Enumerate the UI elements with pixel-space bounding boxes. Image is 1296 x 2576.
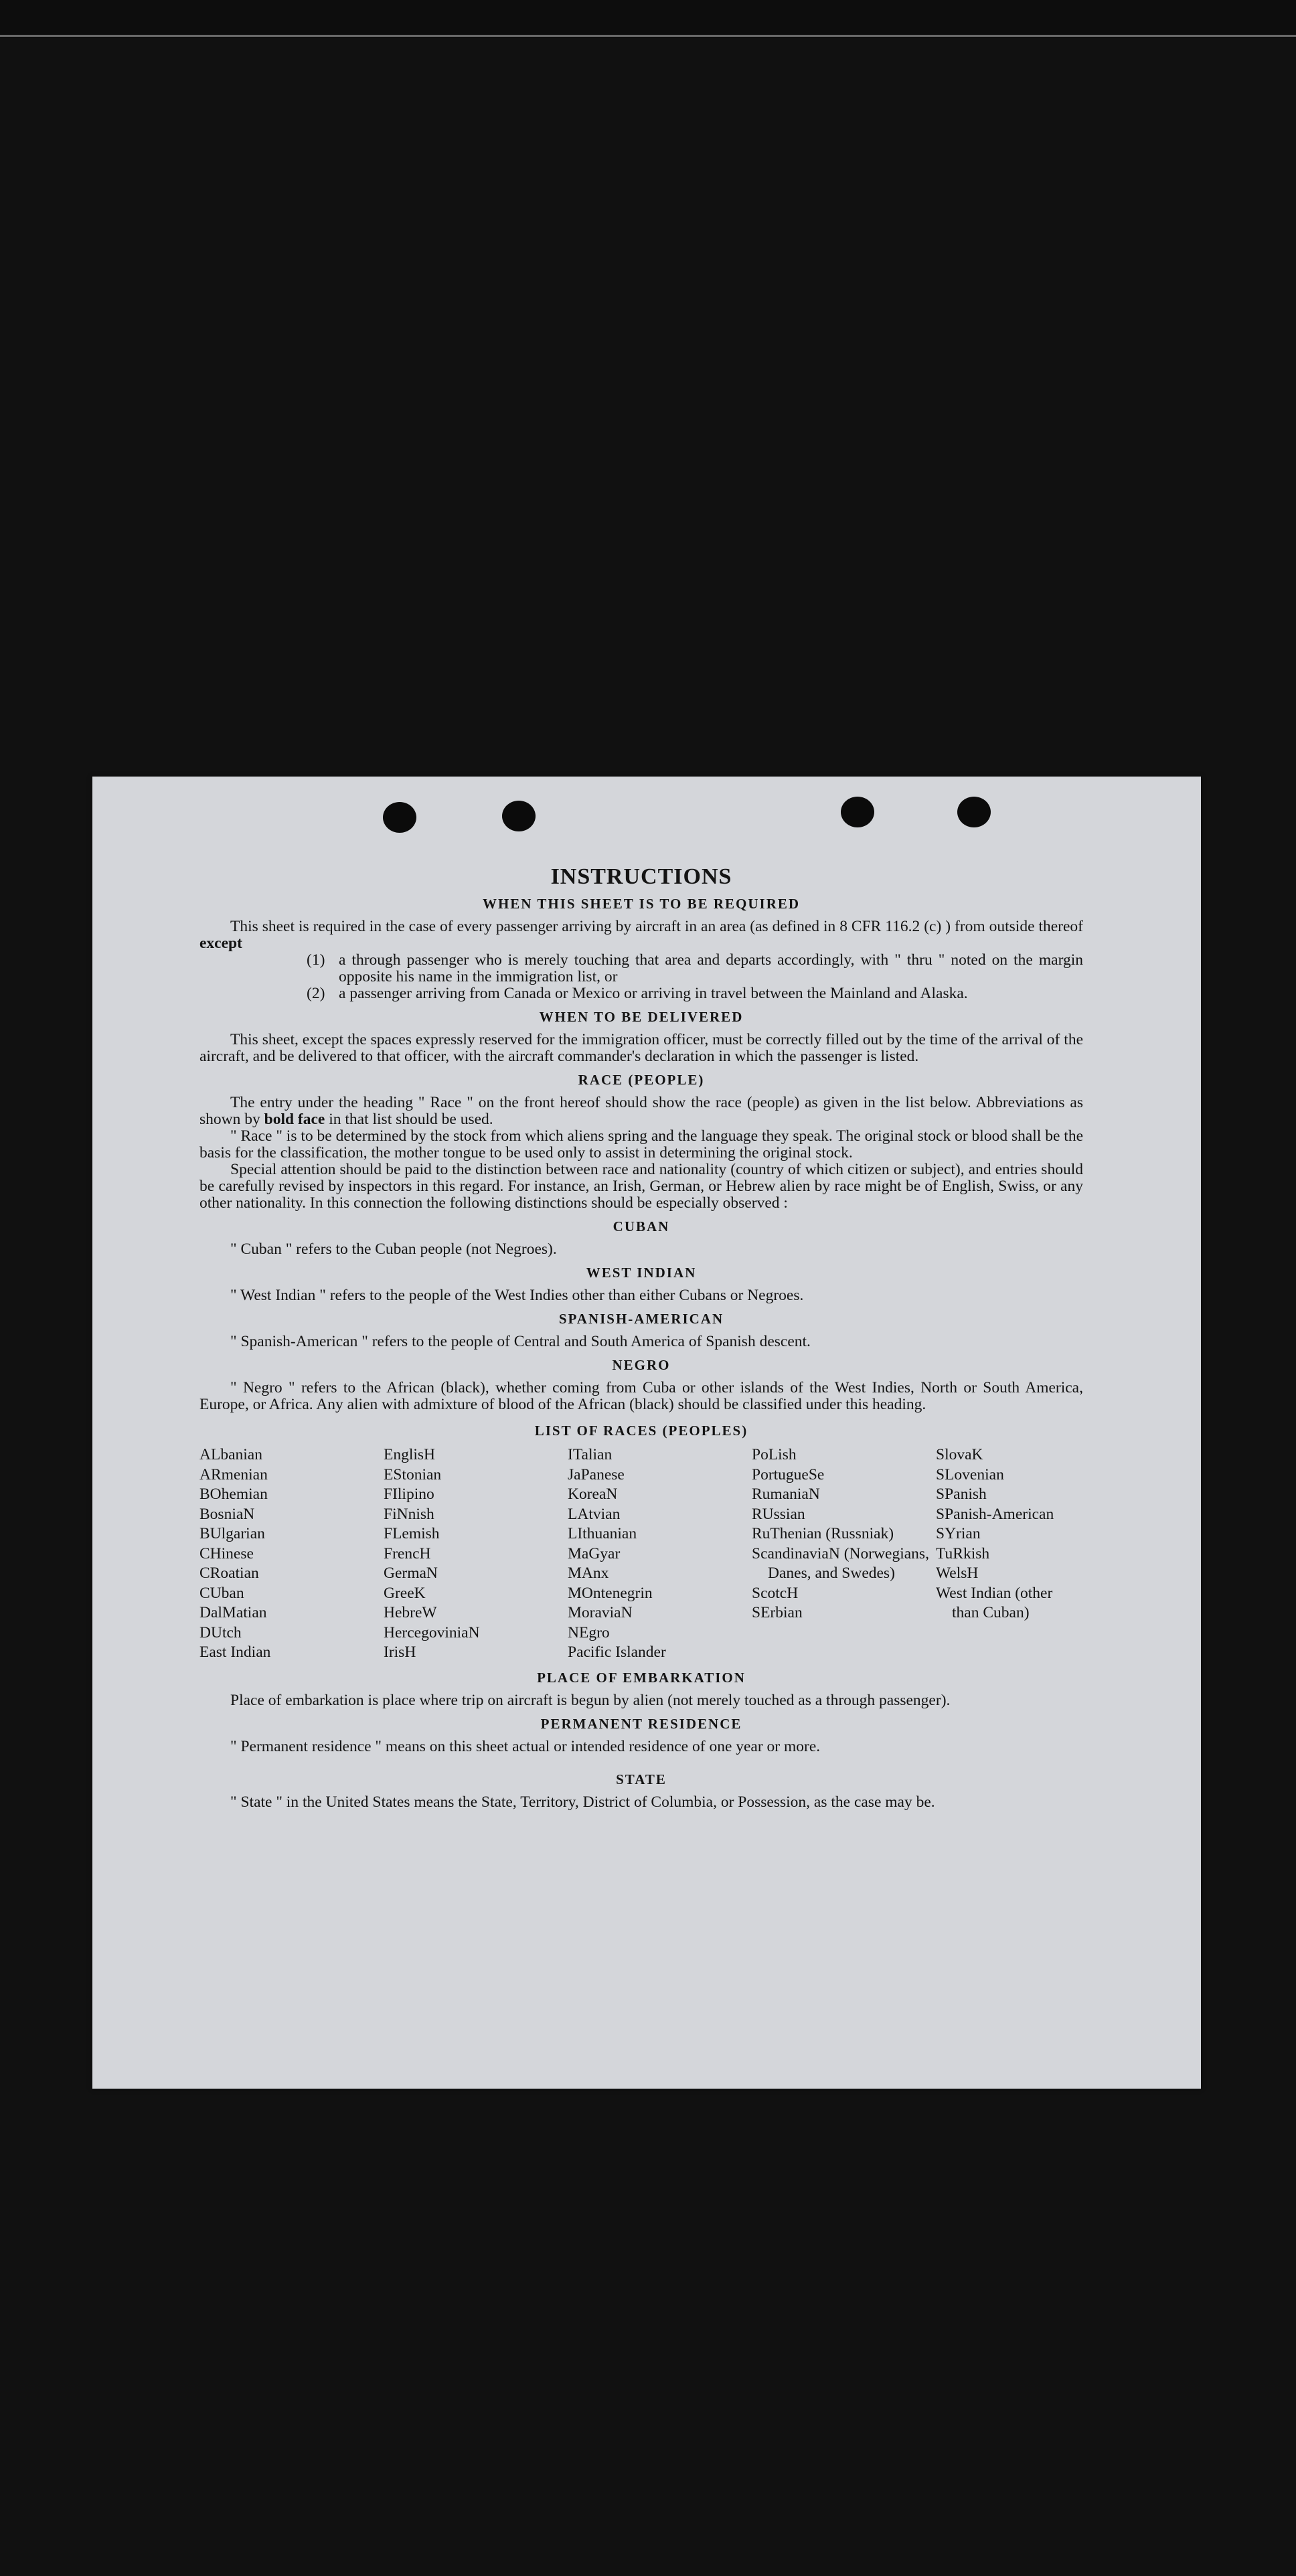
exception-item [307,952,1083,985]
punch-hole [383,802,416,833]
race-entry: Pacific Islander [568,1643,666,1661]
race-entry: PoLish [752,1446,797,1463]
race-entry: SYrian [936,1525,981,1542]
race-entry: MaGyar [568,1544,621,1562]
race-entry: RumaniaN [752,1485,820,1503]
race-entry: ALbanian [199,1446,262,1463]
race-entry: NEgro [568,1623,610,1641]
when-delivered-text: This sheet, except the spaces expressly reserved for the immigration officer, must be correctly filled out by the time of the arrival of the aircraft, and be delivered to that officer, with the aircraft commander's declaration in which the passenger is listed. [199,1031,1083,1065]
race-entry: CRoatian [199,1564,259,1582]
cuban-text: " Cuban " refers to the Cuban people (not Negroes). [230,1240,557,1258]
races-column [752,1445,936,1663]
race-entry: CUban [199,1584,244,1602]
race-paragraph-2: " Race " is to be determined by the stock from which aliens spring and the language they speak. The original stock or blood shall be the basis for the classification, the mother tongue to be used only to assist in determining the original stock. [199,1127,1083,1161]
race-entry: FLemish [384,1525,440,1542]
race-entry: HebreW [384,1604,437,1621]
race-entry: RUssian [752,1505,805,1523]
race-entry: SlovaK [936,1446,983,1463]
race-entry: WelsH [936,1564,979,1582]
sheet-content [199,865,1083,1811]
race-entry: HercegoviniaN [384,1623,480,1641]
section-heading-state: STATE [616,1771,667,1787]
race-entry: FrencH [384,1544,431,1562]
section-heading-when-delivered: WHEN TO BE DELIVERED [539,1009,744,1025]
document-title: INSTRUCTIONS [550,864,732,889]
races-column [936,1445,1083,1663]
race-entry: DalMatian [199,1604,267,1621]
race-entry: ITalian [568,1446,613,1463]
race-entry: CHinese [199,1544,254,1562]
race-entry: SErbian [752,1604,803,1621]
race-entry: KoreaN [568,1485,618,1503]
item-number: (2) [307,985,325,1002]
race-entry: RuThenian (Russniak) [752,1525,894,1542]
section-heading-race: RACE (PEOPLE) [578,1072,705,1088]
race-entry: MoraviaN [568,1604,633,1621]
race-entry: BOhemian [199,1485,268,1503]
section-heading-permanent-residence: PERMANENT RESIDENCE [540,1715,742,1732]
race-entry: ARmenian [199,1465,268,1483]
race-entry: EnglisH [384,1446,436,1463]
race-entry: IrisH [384,1643,416,1661]
race-entry: FiNnish [384,1505,434,1523]
race-paragraph-3: Special attention should be paid to the distinction between race and nationality (country of which citizen or subject), and entries should be carefully revised by inspectors in this regard. For instance, an Irish, German, or Hebrew alien by race might be of English, Swiss, or any other nationality. In this connection the following distinctions should be especially observed : [199,1161,1083,1212]
permanent-residence-text: " Permanent residence " means on this sheet actual or intended residence of one year or more. [230,1737,821,1755]
punch-hole [841,797,874,827]
race-entry: West Indian (other than Cuban) [936,1584,1053,1621]
scanner-top-border [0,35,1296,37]
place-of-embarkation-text: Place of embarkation is place where trip on aircraft is begun by alien (not merely touched as a through passenger). [230,1691,951,1709]
section-heading-cuban: CUBAN [613,1218,670,1234]
race-entry: ScotcH [752,1584,799,1602]
section-heading-spanish-american: SPANISH-AMERICAN [558,1311,724,1327]
state-text: " State " in the United States means the State, Territory, District of Columbia, or Possession, as the case may be. [230,1793,935,1811]
intro-except: except [199,935,242,952]
race-entry: EStonian [384,1465,442,1483]
section-heading-when-required: WHEN THIS SHEET IS TO BE REQUIRED [482,896,801,912]
section-heading-west-indian: WEST INDIAN [586,1265,697,1281]
race-entry: MAnx [568,1564,609,1582]
race-entry: TuRkish [936,1544,990,1562]
race-entry: FIlipino [384,1485,434,1503]
spanish-american-text: " Spanish-American " refers to the people of Central and South America of Spanish descent. [230,1333,811,1350]
race-p1-text: The entry under the heading " Race " on the front hereof should show the race (people) as given in the list below. Abbreviations as shown by [199,1094,1083,1128]
race-entry: JaPanese [568,1465,625,1483]
item-text: a passenger arriving from Canada or Mexico or arriving in travel between the Mainland and Alaska. [339,985,968,1002]
races-column [568,1445,752,1663]
race-entry: SPanish [936,1485,987,1503]
races-table [199,1445,1083,1663]
item-text: a through passenger who is merely touching that area and departs accordingly, with " thru " noted on the margin opposite his name in the immigration list, or [339,951,1083,985]
race-entry: PortugueSe [752,1465,825,1483]
punch-hole [502,801,536,831]
section-heading-place-of-embarkation: PLACE OF EMBARKATION [537,1669,746,1686]
races-column [199,1445,384,1663]
race-entry: MOntenegrin [568,1584,653,1602]
race-entry: GreeK [384,1584,426,1602]
race-entry: LIthuanian [568,1525,637,1542]
item-number: (1) [307,951,325,969]
race-entry: SPanish-American [936,1505,1054,1523]
race-entry: DUtch [199,1623,242,1641]
race-entry: BosniaN [199,1505,255,1523]
section-heading-list-of-races: LIST OF RACES (PEOPLES) [534,1423,748,1439]
exception-item [307,985,1083,1002]
race-entry: GermaN [384,1564,438,1582]
races-column [384,1445,568,1663]
race-entry: East Indian [199,1643,271,1661]
race-entry: LAtvian [568,1505,621,1523]
race-entry: ScandinaviaN (Norwegians, Danes, and Swedes) [752,1544,929,1582]
negro-text: " Negro " refers to the African (black), whether coming from Cuba or other islands of the West Indies, North or South America, Europe, or Africa. Any alien with admixture of blood of the African (black) should be classified under this heading. [199,1379,1083,1413]
when-required-intro [199,918,1083,952]
section-heading-negro: NEGRO [612,1357,671,1373]
race-paragraph-1 [199,1095,1083,1128]
race-entry: BUlgarian [199,1525,265,1542]
race-p1-text-end: in that list should be used. [329,1111,493,1128]
intro-text: This sheet is required in the case of every passenger arriving by aircraft in an area (as defined in 8 CFR 116.2 (c) ) from outside thereof [230,918,1083,935]
instruction-sheet [92,777,1201,2089]
race-entry: SLovenian [936,1465,1004,1483]
punch-hole [957,797,991,827]
west-indian-text: " West Indian " refers to the people of the West Indies other than either Cubans or Negroes. [230,1287,804,1304]
race-p1-bold: bold face [264,1111,325,1128]
